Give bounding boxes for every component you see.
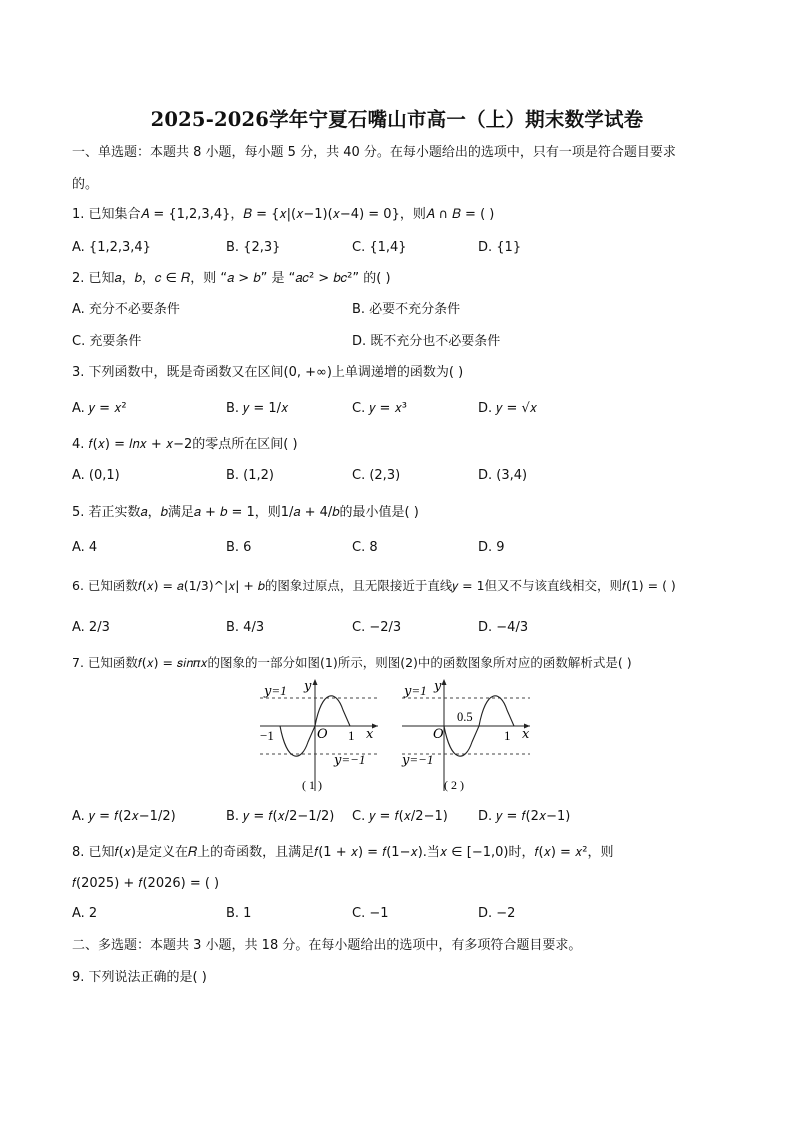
graph1-label-1: 1 [348, 728, 355, 743]
q6-option-c: C. −2/3 [352, 620, 402, 635]
graph1-label-y1: 𝑦=1 [264, 683, 287, 698]
q1-option-a: A. {1,2,3,4} [72, 240, 151, 255]
graph1-caption: ( 1 ) [302, 778, 322, 792]
q5-option-c: C. 8 [352, 540, 378, 555]
q1-option-d: D. {1} [478, 240, 522, 255]
q4-option-c: C. (2,3) [352, 468, 401, 483]
q3-option-a: A. 𝑦 = 𝑥² [72, 401, 127, 416]
q2-option-b: B. 必要不充分条件 [352, 302, 461, 317]
q4-option-d: D. (3,4) [478, 468, 528, 483]
q8-option-b: B. 1 [226, 906, 252, 921]
graph1-y-arrow-icon [313, 679, 318, 685]
graph2-label-half: 0.5 [457, 710, 473, 724]
q3-option-c: C. 𝑦 = 𝑥³ [352, 401, 408, 416]
q8-option-d: D. −2 [478, 906, 516, 921]
question-6-stem: 6. 已知函数𝑓(𝑥) = 𝑎(1/3)^|𝑥| + 𝑏的图象过原点，且无限接近于直线𝑦 = 1但又不与该直线相交，则𝑓(1) = ( ) [72, 578, 676, 593]
graph2-y-arrow-icon [442, 679, 447, 685]
q3-option-d: D. 𝑦 = √𝑥 [478, 401, 538, 416]
q4-option-b: B. (1,2) [226, 468, 275, 483]
q7-option-d: D. 𝑦 = 𝑓(2𝑥−1) [478, 809, 571, 824]
q2-option-d: D. 既不充分也不必要条件 [352, 334, 501, 349]
question-2-stem: 2. 已知𝑎，𝑏，𝑐 ∈ 𝑅，则 “𝑎 > 𝑏” 是 “𝑎𝑐² > 𝑏𝑐²” 的( ) [72, 271, 391, 286]
graph1-label-origin: 𝑂 [317, 726, 328, 741]
q7-option-b: B. 𝑦 = 𝑓(𝑥/2−1/2) [226, 809, 335, 824]
q2-option-c: C. 充要条件 [72, 334, 142, 349]
graph2-label-y1: 𝑦=1 [404, 683, 427, 698]
question-8-stem: 8. 已知𝑓(𝑥)是定义在𝑅上的奇函数，且满足𝑓(1 + 𝑥) = 𝑓(1−𝑥).当𝑥 ∈ [−1,0)时，𝑓(𝑥) = 𝑥²，则 [72, 845, 614, 860]
graph2-label-1: 1 [504, 728, 511, 743]
q1-option-c: C. {1,4} [352, 240, 407, 255]
q4-option-a: A. (0,1) [72, 468, 120, 483]
graph1-label-m1: −1 [260, 728, 274, 743]
q3-option-b: B. 𝑦 = 1/𝑥 [226, 401, 289, 416]
q8-option-a: A. 2 [72, 906, 98, 921]
q7-option-a: A. 𝑦 = 𝑓(2𝑥−1/2) [72, 809, 176, 824]
graph1-label-x: 𝑥 [366, 726, 374, 741]
q1-option-b: B. {2,3} [226, 240, 281, 255]
graph1-label-y: 𝑦 [304, 678, 312, 693]
q7-option-c: C. 𝑦 = 𝑓(𝑥/2−1) [352, 809, 448, 824]
graph1-label-ym1: 𝑦=−1 [334, 752, 366, 767]
graph2-label-y: 𝑦 [434, 678, 442, 693]
section2-heading: 二、多选题：本题共 3 小题，共 18 分。在每小题给出的选项中，有多项符合题目要求。 [72, 938, 582, 953]
graph2-label-ym1: 𝑦=−1 [402, 752, 434, 767]
graph2-label-x: 𝑥 [522, 726, 530, 741]
q6-option-d: D. −4/3 [478, 620, 529, 635]
question-5-stem: 5. 若正实数𝑎，𝑏满足𝑎 + 𝑏 = 1，则1/𝑎 + 4/𝑏的最小值是( ) [72, 505, 419, 520]
q2-option-a: A. 充分不必要条件 [72, 302, 180, 317]
question-9-stem: 9. 下列说法正确的是( ) [72, 970, 207, 985]
q8-option-c: C. −1 [352, 906, 389, 921]
section1-heading-line1: 一、单选题：本题共 8 小题，每小题 5 分，共 40 分。在每小题给出的选项中，只有一项是符合题目要求 [72, 145, 676, 160]
section1-heading-line2: 的。 [72, 177, 99, 192]
exam-title: 2025-2026学年宁夏石嘴山市高一（上）期末数学试卷 [150, 108, 644, 131]
question-3-stem: 3. 下列函数中，既是奇函数又在区间(0, +∞)上单调递增的函数为( ) [72, 365, 464, 380]
q5-option-a: A. 4 [72, 540, 98, 555]
sine-graphs-figure [254, 676, 544, 796]
graph-1 [260, 678, 378, 792]
q6-option-b: B. 4/3 [226, 620, 265, 635]
q5-option-b: B. 6 [226, 540, 252, 555]
q5-option-d: D. 9 [478, 540, 505, 555]
graph2-caption: ( 2 ) [444, 778, 464, 792]
graph2-label-origin: 𝑂 [433, 726, 444, 741]
q6-option-a: A. 2/3 [72, 620, 110, 635]
graph-2 [401, 678, 530, 792]
question-4-stem: 4. 𝑓(𝑥) = 𝑙𝑛𝑥 + 𝑥−2的零点所在区间( ) [72, 437, 298, 452]
question-7-stem: 7. 已知函数𝑓(𝑥) = 𝑠𝑖𝑛𝜋𝑥的图象的一部分如图(1)所示，则图(2)中的函数图象所对应的函数解析式是( ) [72, 655, 632, 670]
question-1-stem: 1. 已知集合𝐴 = {1,2,3,4}，𝐵 = {𝑥|(𝑥−1)(𝑥−4) = 0}，则𝐴 ∩ 𝐵 = ( ) [72, 207, 495, 222]
question-8-stem-line2: 𝑓(2025) + 𝑓(2026) = ( ) [72, 876, 220, 891]
